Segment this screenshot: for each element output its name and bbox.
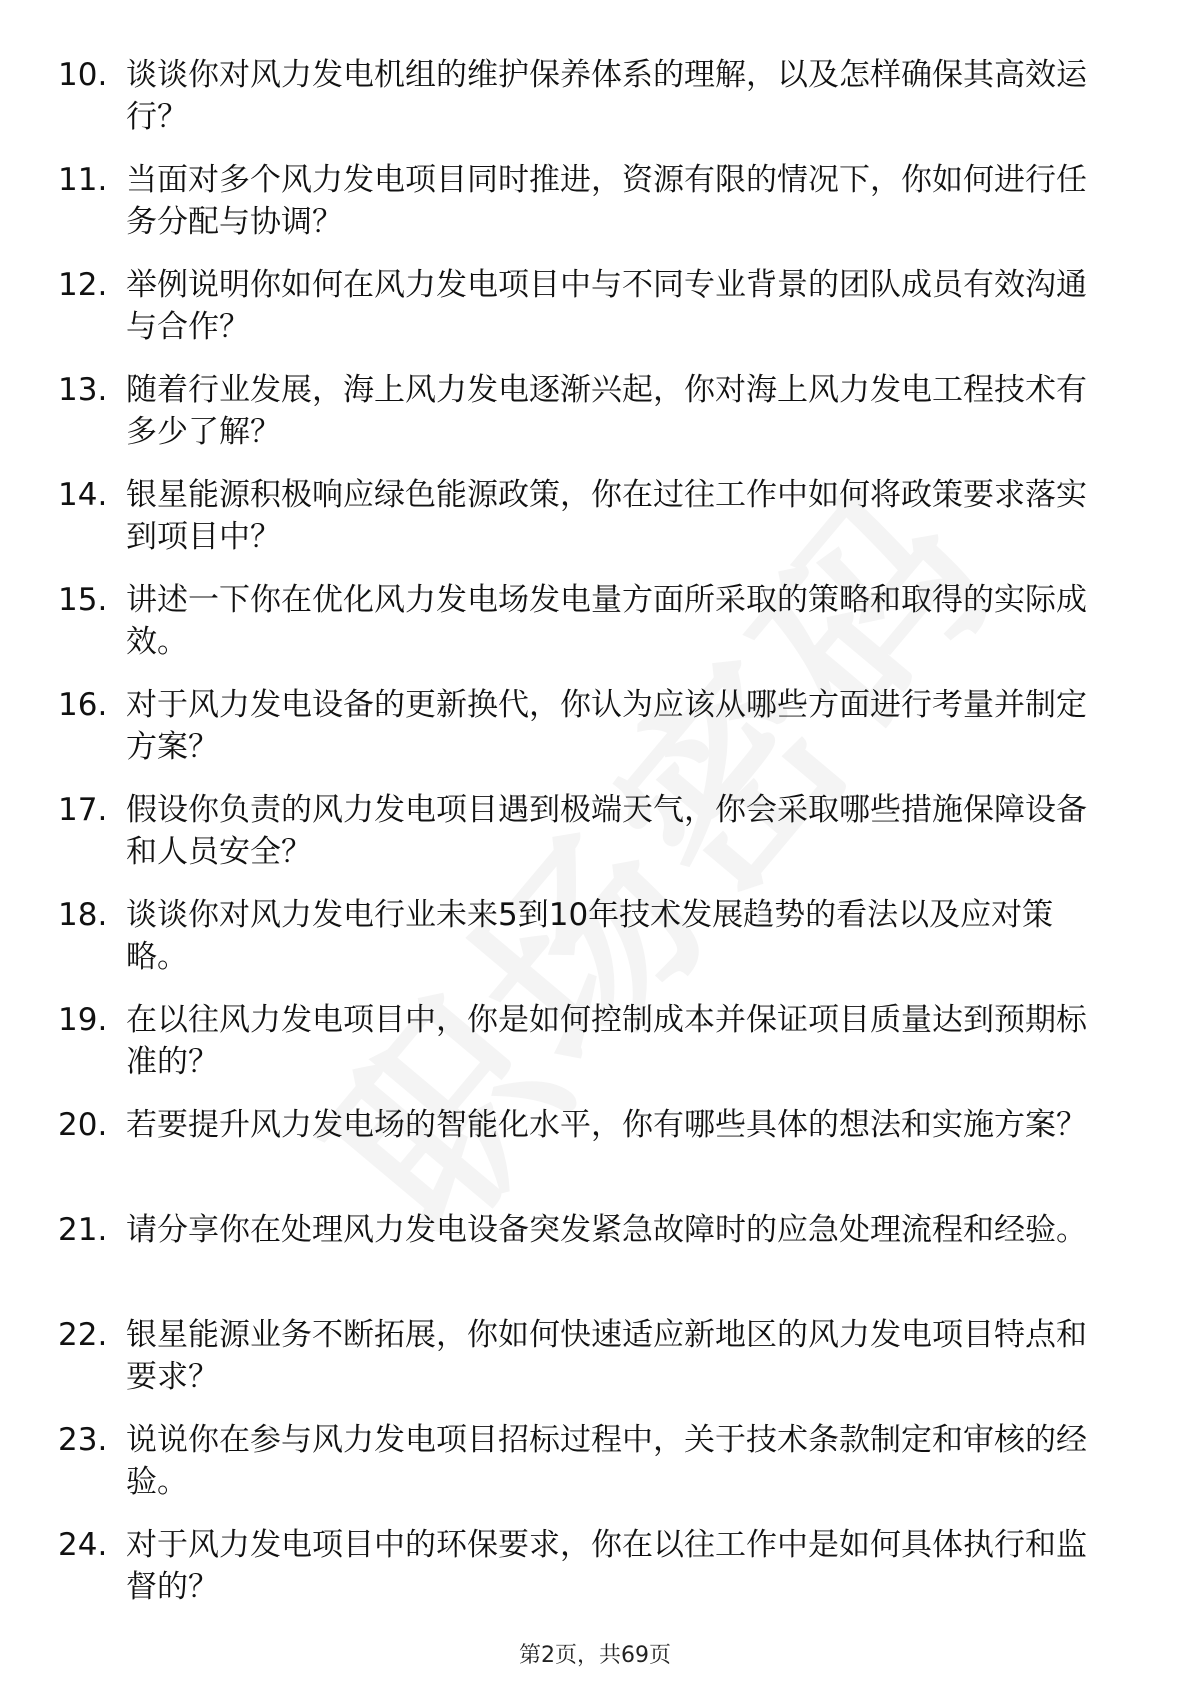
question-list — [58, 54, 1108, 1629]
question-number: 20. — [58, 1107, 108, 1143]
question-number: 15. — [58, 582, 108, 618]
question-number: 23. — [58, 1422, 108, 1458]
question-number: 19. — [58, 1002, 108, 1038]
question-text: 请分享你在处理风力发电设备突发紧急故障时的应急处理流程和经验。 — [126, 1212, 1087, 1248]
question-number: 21. — [58, 1212, 108, 1248]
question-text: 当面对多个风力发电项目同时推进，资源有限的情况下，你如何进行任务分配与协调？ — [126, 162, 1087, 240]
question-number: 18. — [58, 897, 108, 933]
question-item-19 — [58, 999, 1108, 1104]
question-number: 22. — [58, 1317, 108, 1353]
question-text: 随着行业发展，海上风力发电逐渐兴起，你对海上风力发电工程技术有多少了解？ — [126, 372, 1087, 450]
question-text: 讲述一下你在优化风力发电场发电量方面所采取的策略和取得的实际成效。 — [126, 582, 1087, 660]
question-item-15 — [58, 579, 1108, 684]
question-text: 举例说明你如何在风力发电项目中与不同专业背景的团队成员有效沟通与合作？ — [126, 267, 1087, 345]
question-text: 银星能源业务不断拓展，你如何快速适应新地区的风力发电项目特点和要求？ — [126, 1317, 1087, 1395]
question-number: 11. — [58, 162, 108, 198]
question-number: 14. — [58, 477, 108, 513]
question-number: 13. — [58, 372, 108, 408]
question-item-16 — [58, 684, 1108, 789]
question-text: 假设你负责的风力发电项目遇到极端天气，你会采取哪些措施保障设备和人员安全？ — [126, 792, 1087, 870]
question-item-12 — [58, 264, 1108, 369]
question-number: 24. — [58, 1527, 108, 1563]
question-item-11 — [58, 159, 1108, 264]
question-text: 谈谈你对风力发电机组的维护保养体系的理解，以及怎样确保其高效运行？ — [126, 57, 1087, 135]
question-item-22 — [58, 1314, 1108, 1419]
question-item-14 — [58, 474, 1108, 579]
question-text: 在以往风力发电项目中，你是如何控制成本并保证项目质量达到预期标准的？ — [126, 1002, 1087, 1080]
question-text: 谈谈你对风力发电行业未来5到10年技术发展趋势的看法以及应对策略。 — [126, 897, 1054, 975]
question-text: 对于风力发电项目中的环保要求，你在以往工作中是如何具体执行和监督的？ — [126, 1527, 1087, 1605]
question-number: 16. — [58, 687, 108, 723]
question-item-10 — [58, 54, 1108, 159]
question-item-24 — [58, 1524, 1108, 1629]
question-item-21 — [58, 1209, 1108, 1314]
question-item-13 — [58, 369, 1108, 474]
question-number: 10. — [58, 57, 108, 93]
question-number: 17. — [58, 792, 108, 828]
question-item-23 — [58, 1419, 1108, 1524]
question-item-20 — [58, 1104, 1108, 1209]
question-text: 若要提升风力发电场的智能化水平，你有哪些具体的想法和实施方案？ — [126, 1107, 1087, 1143]
question-item-18 — [58, 894, 1108, 999]
question-number: 12. — [58, 267, 108, 303]
question-text: 说说你在参与风力发电项目招标过程中，关于技术条款制定和审核的经验。 — [126, 1422, 1087, 1500]
question-text: 对于风力发电设备的更新换代，你认为应该从哪些方面进行考量并制定方案？ — [126, 687, 1087, 765]
question-item-17 — [58, 789, 1108, 894]
page-indicator: 第2页，共69页 — [519, 1643, 671, 1668]
question-text: 银星能源积极响应绿色能源政策，你在过往工作中如何将政策要求落实到项目中？ — [126, 477, 1087, 555]
